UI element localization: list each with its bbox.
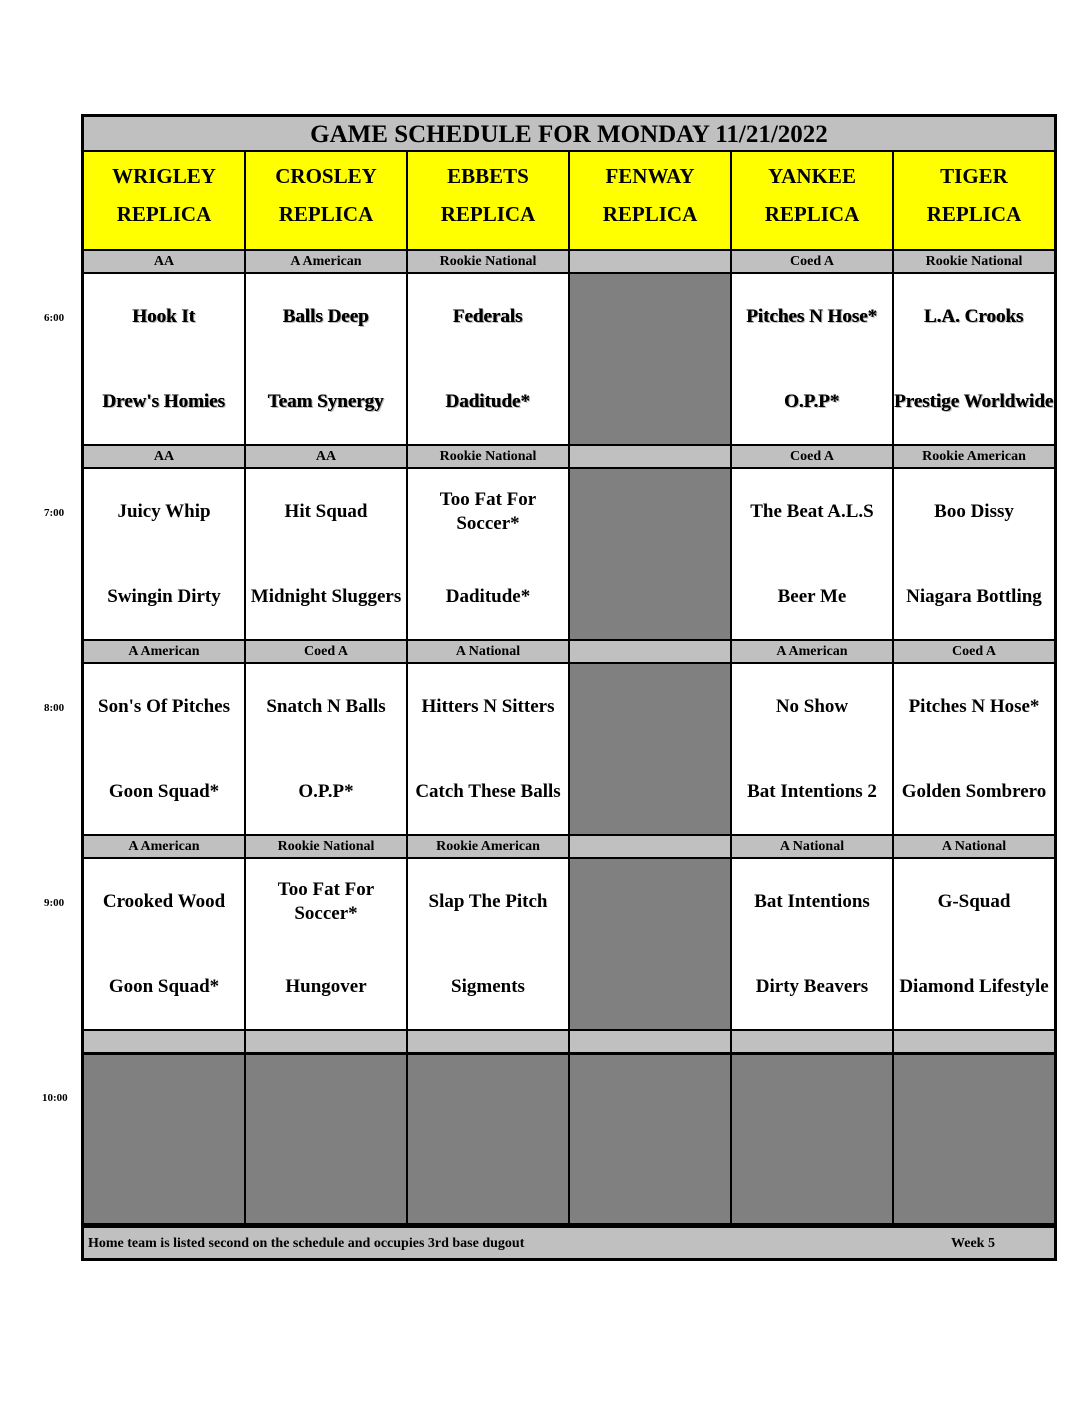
home-team: Prestige Worldwide xyxy=(894,391,1054,412)
home-team: Midnight Sluggers xyxy=(250,586,402,607)
visiting-team: Crooked Wood xyxy=(102,891,226,912)
empty-slot xyxy=(570,274,730,444)
visiting-team: L.A. Crooks xyxy=(924,306,1024,327)
visiting-team: Hitters N Sitters xyxy=(421,696,555,717)
venue-column xyxy=(894,152,1054,1226)
visiting-team: Bat Intentions xyxy=(754,891,870,912)
venue-header xyxy=(84,152,244,249)
visiting-team: Hit Squad xyxy=(284,501,368,522)
venue-name: TIGER xyxy=(940,164,1008,188)
home-team-note: Home team is listed second on the schedule and occupies 3rd base dugout xyxy=(88,1236,525,1251)
game-slot xyxy=(732,274,892,444)
venue-header xyxy=(894,152,1054,249)
game-slot xyxy=(894,274,1054,444)
division-label: Coed A xyxy=(246,641,406,662)
game-slot xyxy=(84,274,244,444)
division-label: Rookie National xyxy=(894,251,1054,272)
visiting-team: Too Fat For Soccer* xyxy=(439,489,537,534)
visiting-team: Slap The Pitch xyxy=(428,891,548,912)
game-slot xyxy=(84,664,244,834)
empty-slot xyxy=(732,1055,892,1223)
empty-slot xyxy=(570,664,730,834)
home-team: Drew's Homies xyxy=(102,391,226,412)
division-label: Rookie National xyxy=(408,446,568,467)
game-slot xyxy=(84,859,244,1029)
division-label: Rookie American xyxy=(408,836,568,857)
home-team: Sigments xyxy=(451,976,525,997)
division-label xyxy=(732,1031,892,1052)
division-label: A American xyxy=(732,641,892,662)
visiting-team: The Beat A.L.S xyxy=(750,501,874,522)
empty-slot xyxy=(570,469,730,639)
home-team: Daditude* xyxy=(445,586,531,607)
division-label xyxy=(570,1031,730,1052)
division-label xyxy=(570,836,730,857)
time-label: 7:00 xyxy=(44,507,65,519)
home-team: Catch These Balls xyxy=(415,781,561,802)
visiting-team: Son's Of Pitches xyxy=(98,696,230,717)
home-team: O.P.P* xyxy=(784,391,840,412)
time-column xyxy=(0,0,82,1408)
division-label: A American xyxy=(84,641,244,662)
empty-slot xyxy=(408,1055,568,1223)
venue-subtitle: REPLICA xyxy=(764,202,860,226)
venue-name: EBBETS xyxy=(447,164,529,188)
visiting-team: Too Fat For Soccer* xyxy=(277,879,375,924)
game-slot xyxy=(894,469,1054,639)
venue-header xyxy=(246,152,406,249)
empty-slot xyxy=(894,1055,1054,1223)
division-label: Coed A xyxy=(894,641,1054,662)
division-label xyxy=(408,1031,568,1052)
game-slot xyxy=(408,469,568,639)
home-team: Team Synergy xyxy=(268,391,384,412)
visiting-team: Federals xyxy=(453,306,523,327)
venue-name: FENWAY xyxy=(605,164,695,188)
venue-subtitle: REPLICA xyxy=(116,202,212,226)
week-label: Week 5 xyxy=(951,1236,995,1251)
home-team: Bat Intentions 2 xyxy=(747,781,877,802)
division-label: Coed A xyxy=(732,251,892,272)
game-slot xyxy=(408,664,568,834)
game-slot xyxy=(732,664,892,834)
venue-name: WRIGLEY xyxy=(112,164,216,188)
game-slot xyxy=(246,859,406,1029)
division-label xyxy=(570,641,730,662)
division-label: A American xyxy=(84,836,244,857)
visiting-team: G-Squad xyxy=(937,891,1011,912)
visiting-team: Pitches N Hose* xyxy=(746,306,878,327)
division-label xyxy=(570,446,730,467)
time-label: 8:00 xyxy=(44,702,65,714)
venue-header xyxy=(570,152,730,249)
home-team: Goon Squad* xyxy=(108,976,220,997)
division-label: AA xyxy=(84,446,244,467)
visiting-team: Snatch N Balls xyxy=(266,696,386,717)
division-label xyxy=(894,1031,1054,1052)
schedule-footer xyxy=(84,1228,1054,1258)
home-team: Goon Squad* xyxy=(108,781,220,802)
schedule-table xyxy=(81,114,1057,1261)
game-slot xyxy=(408,274,568,444)
home-team: Hungover xyxy=(285,976,367,997)
venue-subtitle: REPLICA xyxy=(602,202,698,226)
empty-slot xyxy=(246,1055,406,1223)
visiting-team: Boo Dissy xyxy=(934,501,1014,522)
venue-header xyxy=(408,152,568,249)
division-label: Rookie American xyxy=(894,446,1054,467)
venue-name: CROSLEY xyxy=(275,164,377,188)
empty-slot xyxy=(570,1055,730,1223)
game-slot xyxy=(246,469,406,639)
division-label: Rookie National xyxy=(246,836,406,857)
venue-name: YANKEE xyxy=(768,164,856,188)
venue-column xyxy=(732,152,892,1226)
venue-column xyxy=(246,152,406,1226)
visiting-team: Pitches N Hose* xyxy=(908,696,1040,717)
division-label: A National xyxy=(732,836,892,857)
game-slot xyxy=(246,664,406,834)
division-label: A National xyxy=(894,836,1054,857)
division-label: A American xyxy=(246,251,406,272)
venue-column xyxy=(570,152,730,1226)
division-label xyxy=(246,1031,406,1052)
visiting-team: No Show xyxy=(775,696,849,717)
division-label: AA xyxy=(84,251,244,272)
home-team: Golden Sombrero xyxy=(901,781,1047,802)
home-team: Dirty Beavers xyxy=(755,976,869,997)
division-label: AA xyxy=(246,446,406,467)
home-team: O.P.P* xyxy=(298,781,354,802)
division-label xyxy=(84,1031,244,1052)
venue-column xyxy=(408,152,568,1226)
schedule-title: GAME SCHEDULE FOR MONDAY 11/21/2022 xyxy=(84,117,1054,152)
time-label: 6:00 xyxy=(44,312,65,324)
game-slot xyxy=(408,859,568,1029)
game-slot xyxy=(732,469,892,639)
home-team: Diamond Lifestyle xyxy=(899,976,1049,997)
visiting-team: Hook It xyxy=(132,306,196,327)
division-label: Rookie National xyxy=(408,251,568,272)
home-team: Daditude* xyxy=(445,391,531,412)
empty-slot xyxy=(84,1055,244,1223)
visiting-team: Juicy Whip xyxy=(117,501,211,522)
division-label: Coed A xyxy=(732,446,892,467)
division-label: A National xyxy=(408,641,568,662)
home-team: Swingin Dirty xyxy=(107,586,221,607)
venue-subtitle: REPLICA xyxy=(440,202,536,226)
home-team: Beer Me xyxy=(777,586,847,607)
time-label: 9:00 xyxy=(44,897,65,909)
game-slot xyxy=(732,859,892,1029)
venue-column xyxy=(84,152,244,1226)
venue-header xyxy=(732,152,892,249)
division-label xyxy=(570,251,730,272)
venue-subtitle: REPLICA xyxy=(278,202,374,226)
empty-slot xyxy=(570,859,730,1029)
visiting-team: Balls Deep xyxy=(282,306,370,327)
game-slot xyxy=(246,274,406,444)
home-team: Niagara Bottling xyxy=(906,586,1042,607)
game-slot xyxy=(84,469,244,639)
venue-subtitle: REPLICA xyxy=(926,202,1022,226)
game-slot xyxy=(894,859,1054,1029)
game-slot xyxy=(894,664,1054,834)
time-label: 10:00 xyxy=(42,1092,68,1104)
